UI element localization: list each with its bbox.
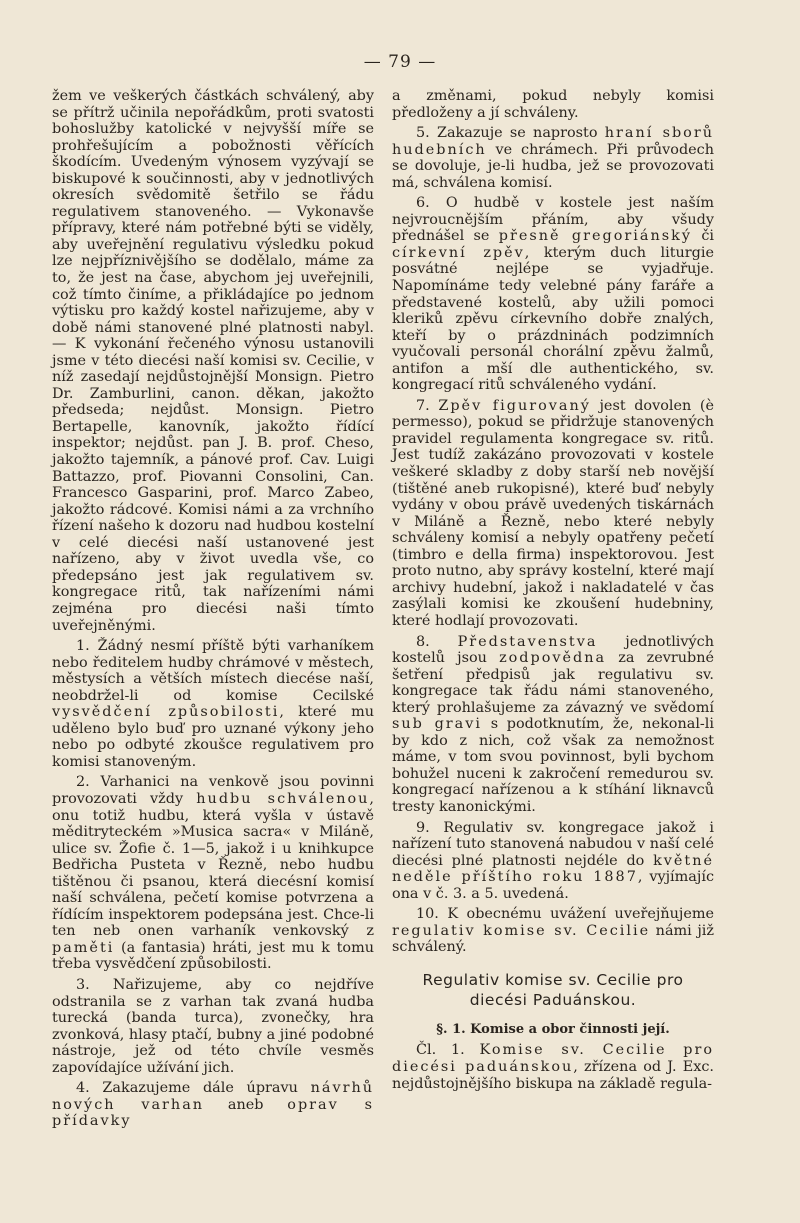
left-column [52, 88, 374, 1134]
right-column [392, 88, 714, 1096]
paragraph-rule-10: 10. K obecnému uvážení uveřejňujeme regulativ komise sv. Cecilie námi již schválený. [392, 906, 714, 956]
paragraph-rule-9: 9. Regulativ sv. kongregace jakož i nařízení tuto stanovená nabudou v naší celé diecési plné platnosti nejdéle do květné neděle příštího roku 1887, vyjímajíc ona v č. 3. a 5. uvedená. [392, 819, 714, 902]
paragraph-rule-3: 3. Nařizujeme, aby co nejdříve odstranila se z varhan tak zvaná hudba turecká (banda turca), zvonečky, hra zvonková, hlasy ptačí, bubny a jiné podobné nástroje, jež od této chvíle vesměs zapovídajíce užívání jich. [52, 976, 374, 1076]
paragraph-rule-8: 8. Představenstva jednotlivých kostelů jsou zodpovědna za zevrubné šetření předpisů jak regulativu sv. kongregace tak řádu námi stanoveného, který prohlašujeme za závazný ve svědomí sub gravi s podotknutím, že, nekonal-li by kdo z nich, což však za nemožnost máme, v tom svou povinnost, byli bychom bohužel nuceni k zakročení remedurou sv. kongregací nařízenou a k stíhání liknavců tresty kanonickými. [392, 633, 714, 815]
section-title: §. 1. Komise a obor činnosti její. [436, 1021, 670, 1037]
paragraph-rule-1: 1. Žádný nesmí příště býti varhaníkem nebo ředitelem hudby chrámové v městech, městysích a větších místech diecése naší, neobdržel-li od komise Cecilské vysvědčení způsobilosti, které mu uděleno bylo buď pro uznané výkony jeho nebo po odbyté zkoušce regulativem pro komisi stanoveným. [52, 638, 374, 770]
paragraph-article-1: Čl. 1. Komise sv. Cecilie pro diecési paduánskou, zřízena od J. Exc. nejdůstojnějšího biskupa na základě regula- [392, 1042, 714, 1092]
paragraph-rule-2: 2. Varhanici na venkově jsou povinni provozovati vždy hudbu schválenou, onu totiž hudbu, která vyšla v ústavě měditryteckém »Musica sacra« v Miláně, ulice sv. Žofie č. 1—5, jakož i u knihkupce Bedřicha Pusteta v Řezně, nebo hudbu tištěnou či psanou, která diecésní komisí naší schválena, pečetí komise potvrzena a řídícím inspektorem podepsána jest. Chce-li ten neb onen varhaník venkovský z paměti (a fantasia) hráti, jest mu k tomu třeba vysvědčení způsobilosti. [52, 774, 374, 973]
paragraph-rule-4: 4. Zakazujeme dále úpravu návrhů nových varhan aneb oprav s přídavky [52, 1080, 374, 1130]
paragraph-rule-6: 6. O hudbě v kostele jest naším nejvroucnějším přáním, aby všudy přednášel se přesně gregoriánský či církevní zpěv, kterým duch liturgie posvátné nejlépe se vyjadřuje. Napomínáme tedy velebné pány faráře a představené kostelů, aby užili pomoci kleriků zpěvu církevního dobře znalých, kteří by o prázdninách podzimních vyučovali personál chorální zpěvu žalmů, antifon a mší dle authentického, sv. kongregací ritů schváleného vydání. [392, 195, 714, 394]
paragraph-rule-5: 5. Zakazuje se naprosto hraní sborů hudebních ve chrámech. Při průvodech se dovoluje, je-li hudba, jež se provozovati má, schválena komisí. [392, 125, 714, 191]
page-number: — 79 — [363, 52, 437, 72]
paragraph-intro: žem ve veškerých částkách schválený, aby se přítrž učinila nepořádkům, proti svatosti bohoslužby katolické v nejvyšší míře se prohřešujícím a pobožnosti věřících škodícím. Uvedeným výnosem vyzývají se biskupové k součinnosti, aby v jednotlivých okresích svědomitě šetřilo se řádu regulativem stanoveného. — Vykonavše přípravy, které nám potřebné býti se viděly, aby uveřejnění regulativu výsledku pokud lze nejpříznivějšího se dodělalo, máme za to, že jest na čase, abychom jej uveřejnili, což tímto činíme, a přikládajíce po jednom výtisku pro každý kostel nařizujeme, aby v době námi stanovené plné platnosti nabyl. — K vykonání řečeného výnosu ustanovili jsme v této diecési naší komisi sv. Cecilie, v níž zasedají nejdůstojnější Monsign. Pietro Dr. Zamburlini, canon. děkan, jakožto předseda; nejdůst. Monsign. Pietro Bertapelle, kanovník, jakožto řídící inspektor; nejdůst. pan J. B. prof. Cheso, jakožto tajemník, a pánové prof. Cav. Luigi Battazzo, prof. Piovanni Consolini, Can. Francesco Gasparini, prof. Marco Zabeo, jakožto rádcové. Komisi námi a za vrchního řízení našeho k dozoru nad hudbou kostelní v celé diecési naší ustanovené jest nařízeno, aby v život uvedla vše, co předepsáno jest jak regulativem sv. kongregace ritů, tak nařízeními námi zejména pro diecési naši tímto uveřejněnými. [52, 88, 374, 634]
paragraph-rule-7: 7. Zpěv figurovaný jest dovolen (è permesso), pokud se přidržuje stanovených pravidel regulamenta kongregace sv. ritů. Jest tudíž zakázáno provozovati v kostele veškeré skladby z doby starší neb novější (tištěné aneb rukopisné), které buď nebyly vydány v obou právě uvedených tiskárnách v Miláně a Řezně, nebo které nebyly schváleny komisí a nebyly opatřeny pečetí (timbro e della firma) inspektorovou. Jest proto nutno, aby správy kostelní, které mají archivy hudební, jakož i nakladatelé v čas zasýlali komisi ke zkoušení hudebniny, které hodlají provozovati. [392, 397, 715, 629]
regulation-heading: Regulativ komise sv. Cecilie pro diecési Paduánskou. [422, 970, 684, 1009]
paragraph-continuation: a změnami, pokud nebyly komisi předloženy a jí schváleny. [392, 88, 714, 121]
